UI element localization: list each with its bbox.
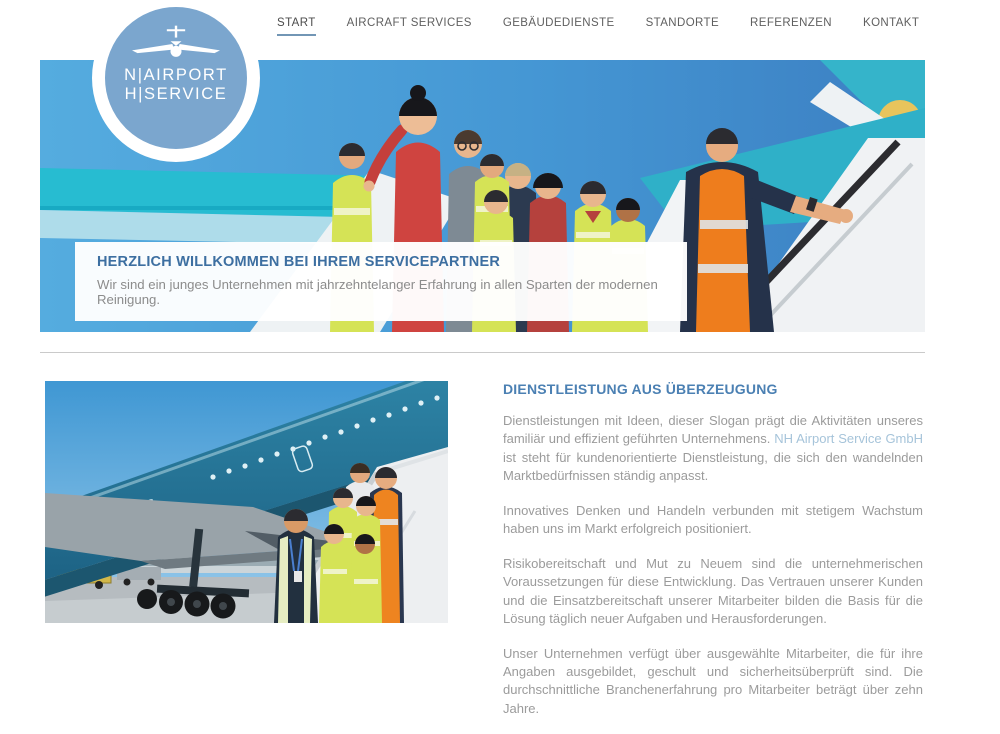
nav-item-kontakt[interactable]: KONTAKT [863,17,920,29]
intro-paragraph-2: Innovatives Denken und Handeln verbunden mit stetigem Wachstum haben uns im Markt erfolgreich positioniert. [503,502,923,537]
company-logo[interactable] [92,0,260,162]
intro-paragraph-3: Risikobereitschaft und Mut zu Neuem sind die unternehmerischen Voraussetzungen für diese Entwicklung. Das Vertrauen unserer Kunden und die Einsatzbereitschaft unserer Mitarbeiter bilden die Basis für die Lösung täglich neuer Aufgaben und Herausforderungen. [503,555,923,627]
intro-paragraph-4: Unser Unternehmen verfügt über ausgewählte Mitarbeiter, die für ihre Angaben ausgebildet, geschult und sicherheitsüberprüft sind. Die durchschnittliche Branchenerfahrung pro Mitarbeiter beträgt über zehn Jahre. [503,645,923,716]
company-link[interactable]: NH Airport Service GmbH [774,431,923,447]
team-photo-illustration [45,381,448,623]
nav-item-gebaeudedienste[interactable]: GEBÄUDEDIENSTE [502,17,615,29]
section-divider [40,352,925,353]
team-photo [45,381,448,623]
welcome-overlay [75,242,687,321]
logo-text-line1: N|AIRPORT [124,66,228,84]
nav-item-referenzen[interactable]: REFERENZEN [750,17,832,29]
nav-item-start[interactable]: START [277,17,316,36]
logo-text-line2: H|SERVICE [124,85,228,104]
intro-paragraph-1: Dienstleistungen mit Ideen, dieser Slogan prägt die Aktivitäten unseres familiär und effizient geführten Unternehmens. NH Airport Service GmbH ist steht für kundenorientierte Dienstleistung, die sich den wandelnden Marktbedürfnissen ständig anpasst. [503,413,923,484]
welcome-subtitle: Wir sind ein junges Unternehmen mit jahrzehntelanger Erfahrung in allen Sparten der modernen Reinigung. [97,277,658,307]
content-heading: DIENSTLEISTUNG AUS ÜBERZEUGUNG [503,381,778,397]
welcome-title: HERZLICH WILLKOMMEN BEI IHREM SERVICEPARTNER [97,254,500,270]
nav-item-standorte[interactable]: STANDORTE [645,17,720,29]
main-nav [277,17,919,36]
intro-text-column [503,381,923,734]
nav-item-aircraft-services[interactable]: AIRCRAFT SERVICES [346,17,472,29]
airplane-front-icon [130,22,222,66]
